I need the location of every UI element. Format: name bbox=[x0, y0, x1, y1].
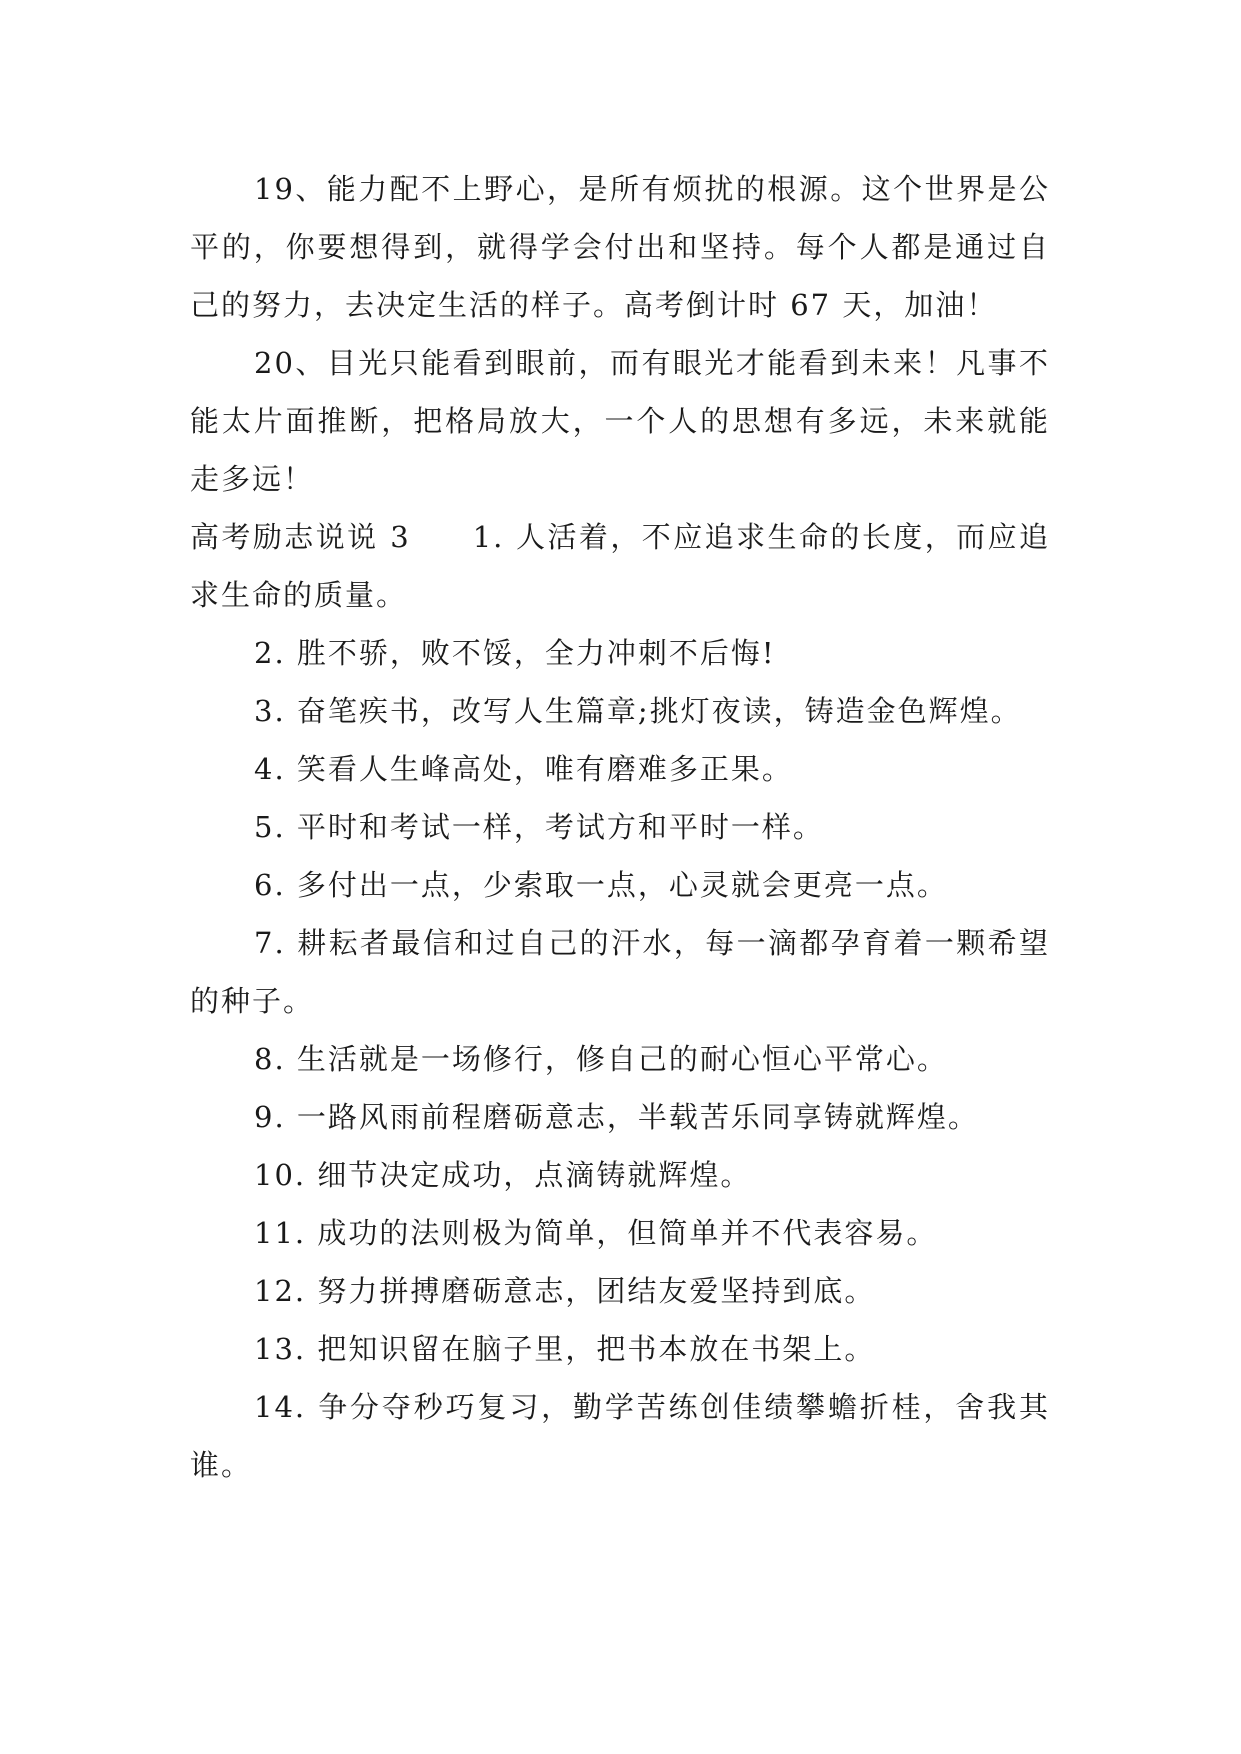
section-heading: 高考励志说说 3 bbox=[190, 520, 411, 554]
list-item-6: 6. 多付出一点，少索取一点，心灵就会更亮一点。 bbox=[254, 868, 948, 902]
list-item-9: 9. 一路风雨前程磨砺意志，半载苦乐同享铸就辉煌。 bbox=[254, 1100, 979, 1134]
section-heading-line bbox=[190, 508, 1050, 624]
list-item-12: 12. 努力拼搏磨砺意志，团结友爱坚持到底。 bbox=[254, 1274, 876, 1308]
list-item-8: 8. 生活就是一场修行，修自己的耐心恒心平常心。 bbox=[254, 1042, 948, 1076]
list-item-4: 4. 笑看人生峰高处，唯有磨难多正果。 bbox=[254, 752, 793, 786]
list-item-13: 13. 把知识留在脑子里，把书本放在书架上。 bbox=[254, 1332, 876, 1366]
list-item-14: 14. 争分夺秒巧复习，勤学苦练创佳绩攀蟾折桂，舍我其谁。 bbox=[190, 1390, 1050, 1482]
document-page bbox=[190, 160, 1050, 1494]
list-item-7: 7. 耕耘者最信和过自己的汗水，每一滴都孕育着一颗希望的种子。 bbox=[190, 926, 1050, 1018]
list-item-5: 5. 平时和考试一样，考试方和平时一样。 bbox=[254, 810, 824, 844]
list-item-2: 2. 胜不骄，败不馁，全力冲刺不后悔! bbox=[254, 636, 776, 670]
list-item-10: 10. 细节决定成功，点滴铸就辉煌。 bbox=[254, 1158, 752, 1192]
paragraph-20: 20、目光只能看到眼前，而有眼光才能看到未来！凡事不能太片面推断，把格局放大，一个人的思想有多远，未来就能走多远！ bbox=[190, 346, 1050, 496]
list-item-3: 3. 奋笔疾书，改写人生篇章;挑灯夜读，铸造金色辉煌。 bbox=[254, 694, 1022, 728]
list-item-1: 1. 人活着，不应追求生命的长度，而应追求生命的质量。 bbox=[190, 520, 1050, 612]
paragraph-19: 19、能力配不上野心，是所有烦扰的根源。这个世界是公平的，你要想得到，就得学会付出和坚持。每个人都是通过自己的努力，去决定生活的样子。高考倒计时 67 天，加油！ bbox=[190, 172, 1050, 322]
list-item-11: 11. 成功的法则极为简单，但简单并不代表容易。 bbox=[254, 1216, 938, 1250]
